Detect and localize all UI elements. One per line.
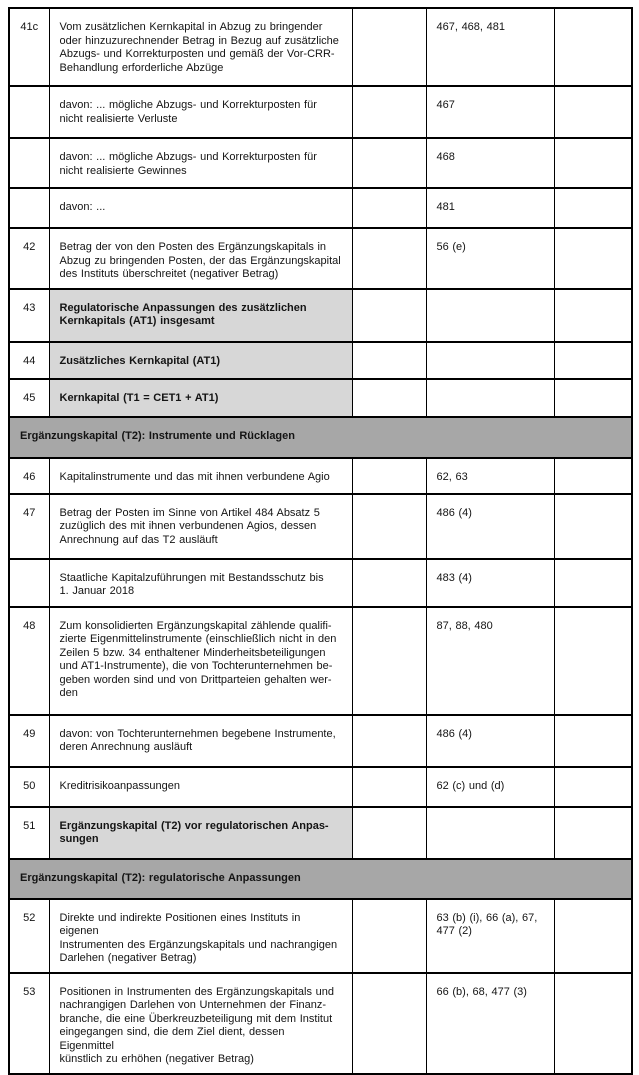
row-description: davon: ... mögliche Abzugs- und Korrekturposten für nicht realisierte Gewinnes: [59, 151, 317, 177]
amount-cell: [352, 8, 426, 86]
row-description-cell: [49, 86, 352, 138]
crr-reference-cell: [426, 494, 554, 559]
amount-cell: [352, 289, 426, 342]
pre-crr-amount-cell: [554, 228, 632, 289]
amount-cell: [352, 86, 426, 138]
crr-reference: 468: [436, 151, 455, 163]
row-description-cell: [49, 379, 352, 417]
row-number-cell: [9, 807, 49, 859]
crr-reference-cell: [426, 379, 554, 417]
crr-reference: 483 (4): [436, 571, 472, 584]
row-description: Kapitalinstrumente und das mit ihnen verbundene Agio: [59, 470, 330, 483]
row-description-cell: [49, 289, 352, 342]
row-description: Positionen in Instrumenten des Ergänzungskapitals und nachrangigen Darlehen von Unternehmen der Finanz- branche, die eine Überkreuzbeteiligung mit dem Institut eingegangen sind, die dem Ziel dient, dessen Eigenmittel künstlich zu erhöhen (negativer Betrag): [59, 985, 335, 1065]
amount-cell: [352, 767, 426, 807]
row-description-cell: [49, 138, 352, 188]
row-description-cell: [49, 342, 352, 379]
crr-reference: 467: [436, 99, 455, 111]
table-row: [9, 379, 632, 417]
row-number-cell: [9, 458, 49, 494]
row-description: Zum konsolidierten Ergänzungskapital zählende qualifi- zierte Eigenmittelinstrumente (einschließlich nicht in den Zeilen 5 bzw. 34 enthaltener Minderheitsbeteiligungen und AT1-Instrumente), die von Tochterunternehmen be- geben worden sind und von Drittparteien gehalten wer- den: [59, 619, 337, 699]
table-row: [9, 188, 632, 228]
row-description-cell: [49, 807, 352, 859]
row-number: 52: [23, 911, 36, 924]
amount-cell: [352, 973, 426, 1074]
amount-cell: [352, 379, 426, 417]
pre-crr-amount-cell: [554, 342, 632, 379]
row-number-cell: [9, 8, 49, 86]
row-number-cell: [9, 228, 49, 289]
pre-crr-amount-cell: [554, 458, 632, 494]
table-row: [9, 86, 632, 138]
crr-reference-cell: [426, 228, 554, 289]
table-row: [9, 559, 632, 607]
table-row: [9, 715, 632, 767]
row-description-cell: [49, 494, 352, 559]
crr-reference: 486 (4): [436, 506, 472, 519]
row-number: 50: [23, 779, 36, 792]
crr-reference: 56 (e): [436, 241, 466, 253]
section-header-cell: [9, 417, 632, 458]
row-number-cell: [9, 767, 49, 807]
row-description: Betrag der Posten im Sinne von Artikel 484 Absatz 5 zuzüglich des mit ihnen verbundenen Agios, dessen Anrechnung auf das T2 ausläuft: [59, 506, 320, 546]
crr-reference-cell: [426, 8, 554, 86]
table-row: [9, 767, 632, 807]
row-description: Staatliche Kapitalzuführungen mit Bestandsschutz bis 1. Januar 2018: [59, 571, 324, 597]
pre-crr-amount-cell: [554, 379, 632, 417]
crr-reference-cell: [426, 458, 554, 494]
table-row: [9, 228, 632, 289]
row-number-cell: [9, 973, 49, 1074]
table-row: [9, 807, 632, 859]
row-description-cell: [49, 899, 352, 973]
crr-reference-cell: [426, 715, 554, 767]
row-number: 49: [23, 727, 36, 740]
crr-reference: 87, 88, 480: [436, 619, 493, 632]
row-number-cell: [9, 138, 49, 188]
row-number: 43: [23, 301, 36, 314]
row-description-cell: [49, 559, 352, 607]
row-description: Kreditrisikoanpassungen: [59, 779, 180, 792]
amount-cell: [352, 807, 426, 859]
table-row: [9, 899, 632, 973]
table-row: [9, 458, 632, 494]
row-description: Kernkapital (T1 = CET1 + AT1): [59, 391, 219, 404]
amount-cell: [352, 458, 426, 494]
crr-reference: 62 (c) und (d): [436, 779, 505, 792]
crr-reference-cell: [426, 767, 554, 807]
row-number: 47: [23, 506, 36, 519]
crr-reference: 66 (b), 68, 477 (3): [436, 985, 527, 998]
amount-cell: [352, 559, 426, 607]
crr-reference: 481: [436, 201, 455, 213]
row-description-cell: [49, 458, 352, 494]
row-number-cell: [9, 494, 49, 559]
table-row: [9, 8, 632, 86]
section-header-row: [9, 417, 632, 458]
row-description-cell: [49, 715, 352, 767]
amount-cell: [352, 899, 426, 973]
crr-reference-cell: [426, 289, 554, 342]
crr-reference-cell: [426, 188, 554, 228]
pre-crr-amount-cell: [554, 807, 632, 859]
own-funds-disclosure-table: [8, 7, 633, 1075]
pre-crr-amount-cell: [554, 767, 632, 807]
row-description: davon: ... mögliche Abzugs- und Korrekturposten für nicht realisierte Verluste: [59, 99, 317, 125]
table-row: [9, 289, 632, 342]
row-number: 44: [23, 354, 36, 367]
pre-crr-amount-cell: [554, 715, 632, 767]
table-row: [9, 973, 632, 1074]
row-description: davon: von Tochterunternehmen begebene Instrumente, deren Anrechnung ausläuft: [59, 727, 336, 753]
row-description-cell: [49, 8, 352, 86]
crr-reference-cell: [426, 138, 554, 188]
row-number-cell: [9, 379, 49, 417]
table-row: [9, 607, 632, 715]
row-number-cell: [9, 899, 49, 973]
row-description-cell: [49, 973, 352, 1074]
crr-reference-cell: [426, 607, 554, 715]
row-description-cell: [49, 228, 352, 289]
section-header-row: [9, 859, 632, 899]
crr-reference: 467, 468, 481: [436, 21, 505, 33]
amount-cell: [352, 607, 426, 715]
own-funds-table-body: [9, 8, 632, 1074]
row-number-cell: [9, 715, 49, 767]
table-row: [9, 494, 632, 559]
crr-reference-cell: [426, 86, 554, 138]
amount-cell: [352, 188, 426, 228]
crr-reference: 62, 63: [436, 470, 468, 483]
crr-reference-cell: [426, 342, 554, 379]
row-number-cell: [9, 188, 49, 228]
section-header-label: Ergänzungskapital (T2): regulatorische Anpassungen: [20, 871, 301, 884]
crr-reference: 486 (4): [436, 727, 472, 740]
row-description-cell: [49, 767, 352, 807]
pre-crr-amount-cell: [554, 973, 632, 1074]
pre-crr-amount-cell: [554, 8, 632, 86]
row-description: Regulatorische Anpassungen des zusätzlichen Kernkapitals (AT1) insgesamt: [59, 301, 307, 327]
amount-cell: [352, 342, 426, 379]
row-description: Direkte und indirekte Positionen eines Instituts in eigenen Instrumenten des Ergänzungskapitals und nachrangigen Darlehen (negativer Betrag): [59, 911, 338, 964]
crr-reference-cell: [426, 559, 554, 607]
amount-cell: [352, 228, 426, 289]
row-number: 48: [23, 619, 36, 632]
crr-reference-cell: [426, 807, 554, 859]
table-row: [9, 342, 632, 379]
pre-crr-amount-cell: [554, 607, 632, 715]
section-header-label: Ergänzungskapital (T2): Instrumente und Rücklagen: [20, 429, 295, 442]
row-number: 46: [23, 470, 36, 483]
amount-cell: [352, 494, 426, 559]
row-number: 45: [23, 391, 36, 404]
crr-reference: 63 (b) (i), 66 (a), 67, 477 (2): [436, 911, 538, 937]
pre-crr-amount-cell: [554, 559, 632, 607]
pre-crr-amount-cell: [554, 138, 632, 188]
row-description: davon: ...: [59, 201, 106, 213]
row-number-cell: [9, 607, 49, 715]
row-number-cell: [9, 86, 49, 138]
section-header-cell: [9, 859, 632, 899]
table-row: [9, 138, 632, 188]
row-description: Vom zusätzlichen Kernkapital in Abzug zu bringender oder hinzuzurechnender Betrag in Bezug auf zusätzliche Abzugs- und Korrekturposten und gemäß der Vor-CRR- Behandlung erforderliche Abzüge: [59, 21, 339, 74]
pre-crr-amount-cell: [554, 494, 632, 559]
row-description: Ergänzungskapital (T2) vor regulatorischen Anpas- sungen: [59, 819, 329, 845]
pre-crr-amount-cell: [554, 289, 632, 342]
pre-crr-amount-cell: [554, 188, 632, 228]
row-description-cell: [49, 188, 352, 228]
row-number-cell: [9, 559, 49, 607]
row-number-cell: [9, 289, 49, 342]
row-number: 42: [23, 241, 36, 253]
row-description: Zusätzliches Kernkapital (AT1): [59, 354, 221, 367]
row-number: 51: [23, 819, 36, 832]
crr-reference-cell: [426, 899, 554, 973]
pre-crr-amount-cell: [554, 899, 632, 973]
row-number: 41c: [20, 21, 39, 33]
pre-crr-amount-cell: [554, 86, 632, 138]
row-number: 53: [23, 985, 36, 998]
crr-reference-cell: [426, 973, 554, 1074]
amount-cell: [352, 715, 426, 767]
row-description: Betrag der von den Posten des Ergänzungskapitals in Abzug zu bringenden Posten, der das Ergänzungskapital des Instituts überschreitet (negativer Betrag): [59, 241, 341, 280]
row-number-cell: [9, 342, 49, 379]
amount-cell: [352, 138, 426, 188]
row-description-cell: [49, 607, 352, 715]
